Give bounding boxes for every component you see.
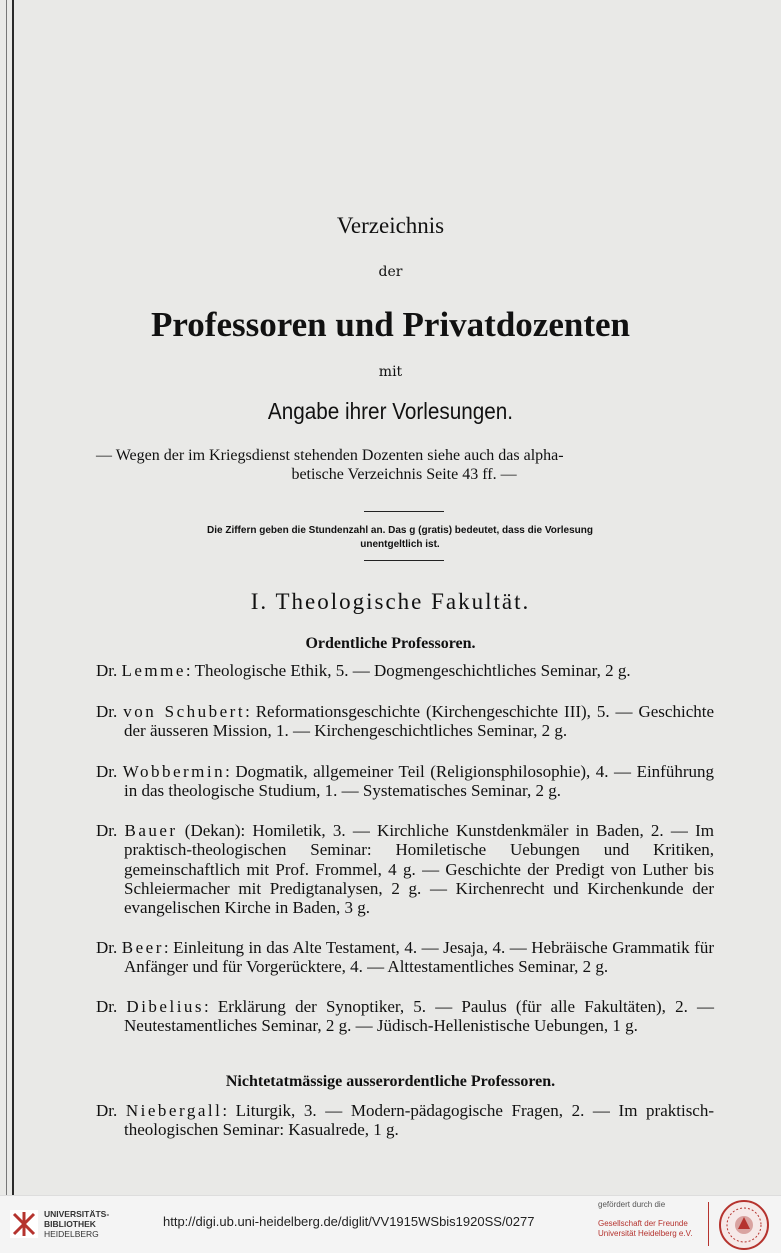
entry-prefix: Dr.	[96, 821, 125, 840]
entry-text: : Dogmatik, allgemeiner Teil (Religionsphilosophie), 4. — Einführung in das theologische Studium, 1. — Systematisches Seminar, 2 g.	[124, 762, 714, 801]
subtitle: Angabe ihrer Vorlesungen.	[267, 398, 514, 424]
professor-name: Dibelius	[126, 997, 205, 1016]
sponsor-intro: gefördert durch die	[598, 1200, 666, 1209]
entry-prefix: Dr.	[96, 938, 122, 957]
title-verzeichnis: Verzeichnis	[336, 213, 445, 238]
entry-text: (Dekan): Homiletik, 3. — Kirchliche Kunstdenkmäler in Baden, 2. — Im praktisch-theologischen Seminar: Homiletische Uebungen und Kritiken, gemeinschaftlich mit Prof. Frommel, 4 g. — Geschichte der Predigt von Luther bis Schleiermacher mit Predigtanalysen, 2 g. — Kirchenrecht und Kirchenkunde der evangelischen Kirche in Baden, 3 g.	[124, 821, 715, 918]
professor-name: Bauer	[124, 821, 178, 840]
section-heading-ordentliche: Ordentliche Professoren.	[305, 635, 476, 652]
professor-name: Wobbermin	[122, 762, 226, 781]
professor-name: Beer	[121, 938, 164, 957]
page-title: Professoren und Privatdozenten	[151, 305, 630, 344]
notice-line-2: betische Verzeichnis Seite 43 ff. —	[291, 466, 517, 483]
library-logo-text[interactable]	[44, 1209, 109, 1239]
divider-top	[364, 511, 444, 512]
divider-bottom	[364, 560, 444, 561]
entry-niebergall	[96, 1101, 714, 1140]
entry-beer	[96, 938, 714, 977]
sponsor-line-2: Universität Heidelberg e.V.	[598, 1229, 693, 1238]
entry-lemme	[96, 661, 714, 680]
faculty-heading: I. Theologische Fakultät.	[250, 589, 531, 614]
logo-line-2: BIBLIOTHEK	[44, 1219, 96, 1229]
professor-name: Lemme	[121, 661, 186, 680]
logo-line-1: UNIVERSITÄTS-	[44, 1209, 110, 1219]
sponsor-block[interactable]	[598, 1200, 708, 1239]
footer-divider	[708, 1202, 709, 1246]
logo-line-3: HEIDELBERG	[44, 1229, 99, 1239]
professor-name: Niebergall	[125, 1101, 223, 1120]
title-der: der	[378, 264, 403, 280]
explanation-note	[120, 524, 680, 552]
explanation-line-1: Die Ziffern geben die Stundenzahl an. Das g (gratis) bedeutet, dass die Vorlesung	[207, 525, 593, 536]
notice-line-1: — Wegen der im Kriegsdienst stehenden Dozenten siehe auch das alpha-	[96, 447, 564, 464]
entry-prefix: Dr.	[96, 702, 124, 721]
university-seal-icon[interactable]	[718, 1199, 770, 1251]
entry-prefix: Dr.	[96, 1101, 126, 1120]
notice	[96, 446, 712, 484]
entry-text: : Reformationsgeschichte (Kirchengeschichte III), 5. — Geschichte der äusseren Mission, 1. — Kirchengeschichtliches Seminar, 2 g.	[124, 702, 715, 741]
section-heading-nichtetatmaessige: Nichtetatmässige ausserordentliche Professoren.	[225, 1073, 556, 1090]
footer-bar	[0, 1195, 781, 1253]
entry-prefix: Dr.	[96, 661, 122, 680]
sponsor-line-1: Gesellschaft der Freunde	[598, 1219, 688, 1228]
entry-prefix: Dr.	[96, 997, 127, 1016]
library-logo-icon[interactable]	[10, 1210, 38, 1238]
entry-text: : Liturgik, 3. — Modern-pädagogische Fragen, 2. — Im praktisch-theologischen Seminar: Kasualrede, 1 g.	[124, 1101, 715, 1140]
professor-name: von Schubert	[123, 702, 246, 721]
entry-dibelius	[96, 997, 714, 1036]
entry-wobbermin	[96, 762, 714, 801]
entry-bauer	[96, 821, 714, 917]
title-mit: mit	[378, 364, 403, 380]
explanation-line-2: unentgeltlich ist.	[360, 539, 440, 550]
entry-text: : Einleitung in das Alte Testament, 4. — Jesaja, 4. — Hebräische Grammatik für Anfänger und für Vorgerücktere, 4. — Alttestamentliches Seminar, 2 g.	[124, 938, 715, 977]
permalink-url[interactable]: http://digi.ub.uni-heidelberg.de/diglit/VV1915WSbis1920SS/0277	[163, 1214, 535, 1229]
entry-text: : Theologische Ethik, 5. — Dogmengeschichtliches Seminar, 2 g.	[185, 661, 631, 680]
entry-von-schubert	[96, 702, 714, 741]
entry-prefix: Dr.	[96, 762, 123, 781]
entry-text: : Erklärung der Synoptiker, 5. — Paulus (für alle Fakultäten), 2. — Neutestamentliches Seminar, 2 g. — Jüdisch-Hellenistische Uebungen, 1 g.	[124, 997, 714, 1036]
